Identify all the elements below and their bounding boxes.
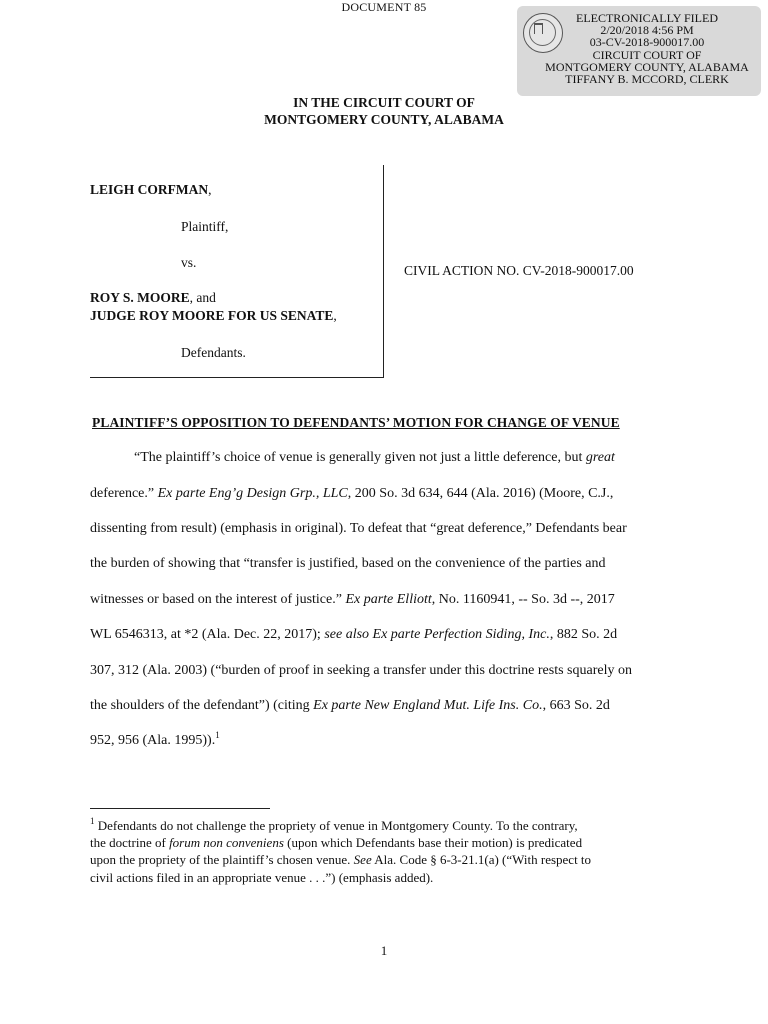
stamp-line: MONTGOMERY COUNTY, ALABAMA	[545, 59, 749, 74]
civil-action-number: CIVIL ACTION NO. CV-2018-900017.00	[404, 263, 634, 278]
body-line	[90, 730, 220, 749]
body-line: the burden of showing that “transfer is justified, based on the convenience of the parties and	[90, 556, 606, 571]
defendant-2-suffix: ,	[333, 308, 337, 323]
defendant-1-line	[90, 290, 216, 306]
defendant-1-name: ROY S. MOORE	[90, 290, 190, 305]
court-title-line: IN THE CIRCUIT COURT OF	[293, 95, 475, 110]
case-citation: see also Ex parte Perfection Siding, Inc.	[324, 627, 550, 642]
defendant-2-line	[90, 308, 337, 324]
defendant-2-name: JUDGE ROY MOORE FOR US SENATE	[90, 308, 334, 323]
stamp-line: 03-CV-2018-900017.00	[589, 35, 705, 50]
filing-stamp-text	[535, 12, 759, 85]
footnote-emphasis: See	[353, 852, 372, 867]
footnote-text: (upon which Defendants base their motion) is predicated	[283, 835, 583, 850]
body-text: witnesses or based on the interest of justice.”	[90, 592, 346, 607]
body-text: the shoulders of the defendant”) (citing	[90, 698, 314, 713]
footnote-line: civil actions filed in an appropriate venue . . .”) (emphasis added).	[90, 870, 434, 885]
footnote-reference[interactable]: 1	[215, 730, 220, 740]
body-line: dissenting from result) (emphasis in original). To defeat that “great deference,” Defendants bear	[90, 521, 627, 536]
stamp-line: TIFFANY B. MCCORD, CLERK	[565, 72, 729, 87]
body-text: , 663 So. 2d	[542, 698, 610, 713]
body-emphasis: great	[585, 450, 615, 465]
court-title	[0, 94, 768, 128]
stamp-line: 2/20/2018 4:56 PM	[600, 23, 694, 38]
document-heading: PLAINTIFF’S OPPOSITION TO DEFENDANTS’ MOTION FOR CHANGE OF VENUE	[92, 415, 620, 430]
stamp-line: CIRCUIT COURT OF	[592, 47, 702, 62]
plaintiff-role: Plaintiff,	[181, 219, 229, 234]
court-title-line: MONTGOMERY COUNTY, ALABAMA	[264, 112, 504, 127]
footnote-text: Defendants do not challenge the propriety of venue in Montgomery County. To the contrary,	[94, 818, 578, 833]
body-line	[90, 627, 617, 643]
footnote-text: Ala. Code § 6-3-21.1(a) (“With respect to	[371, 852, 592, 867]
case-citation: Ex parte Eng’g Design Grp., LLC	[157, 486, 348, 501]
footnote-line	[90, 852, 591, 868]
page-number: 1	[380, 943, 388, 958]
plaintiff-name: LEIGH CORFMAN	[90, 182, 209, 197]
body-text: 952, 956 (Ala. 1995)).	[90, 733, 216, 748]
defendant-1-suffix: , and	[189, 290, 216, 305]
defendants-role: Defendants.	[181, 345, 246, 360]
body-text: WL 6546313, at *2 (Ala. Dec. 22, 2017);	[90, 627, 325, 642]
caption-divider-horizontal	[90, 377, 384, 378]
body-line	[90, 592, 615, 608]
body-text: , No. 1160941, -- So. 3d --, 2017	[431, 592, 615, 607]
stamp-line: ELECTRONICALLY FILED	[575, 11, 718, 25]
document-number: DOCUMENT 85	[341, 0, 427, 14]
body-text: , 200 So. 3d 634, 644 (Ala. 2016) (Moore, C.J.,	[347, 486, 614, 501]
body-line	[90, 486, 613, 502]
plaintiff-comma: ,	[208, 182, 212, 197]
footnote-emphasis: forum non conveniens	[169, 835, 284, 850]
plaintiff-name-line	[90, 182, 212, 198]
footnote-separator	[90, 808, 270, 809]
body-text: , 882 So. 2d	[549, 627, 618, 642]
filing-stamp	[517, 6, 761, 96]
body-line: 307, 312 (Ala. 2003) (“burden of proof in seeking a transfer under this doctrine rests squarely on	[90, 663, 632, 678]
case-citation: Ex parte New England Mut. Life Ins. Co.	[313, 698, 543, 713]
footnote-marker: 1	[90, 816, 95, 826]
body-line	[90, 698, 610, 714]
versus: vs.	[181, 255, 197, 270]
footnote-line	[90, 835, 582, 851]
body-text: deference.”	[90, 486, 158, 501]
footnote-line	[90, 818, 578, 834]
body-text: “The plaintiff’s choice of venue is generally given not just a little deference, but	[134, 450, 586, 465]
footnote-text: upon the propriety of the plaintiff’s chosen venue.	[90, 852, 354, 867]
caption-divider-vertical	[383, 165, 384, 378]
case-citation: Ex parte Elliott	[345, 592, 432, 607]
body-line	[134, 450, 615, 466]
footnote-text: the doctrine of	[90, 835, 170, 850]
